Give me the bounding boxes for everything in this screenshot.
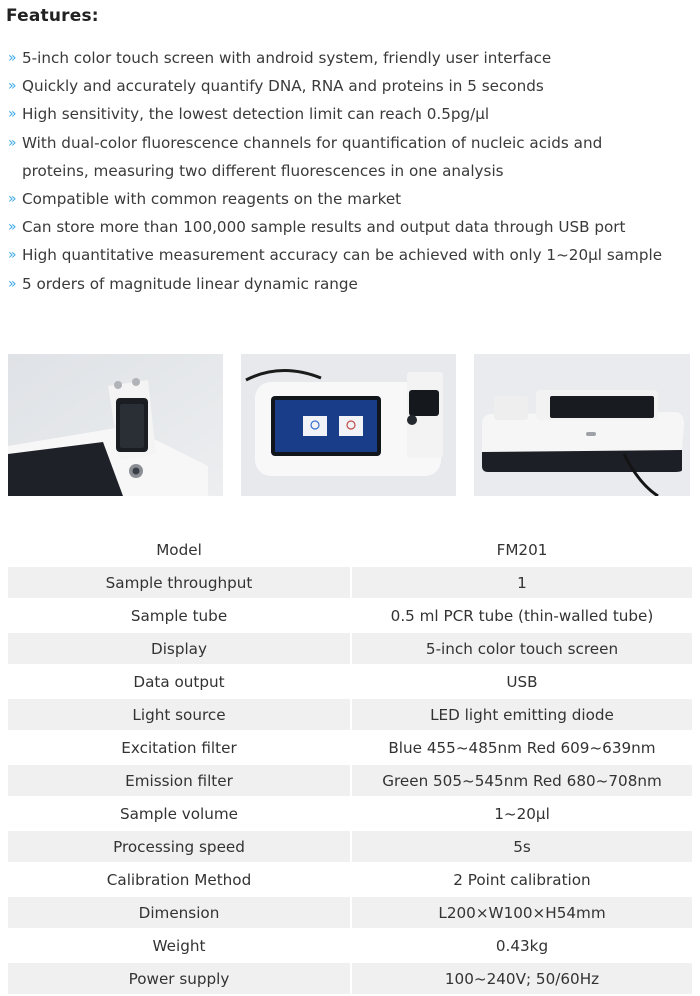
bullet-chevron-icon: » <box>8 275 17 292</box>
feature-text: High quantitative measurement accuracy can be achieved with only 1~20μl sample <box>22 246 663 265</box>
table-row <box>8 665 692 698</box>
feature-item <box>8 72 698 100</box>
feature-text: 5 orders of magnitude linear dynamic range <box>22 274 358 293</box>
spec-label: Excitation filter <box>8 731 351 764</box>
table-row <box>8 962 692 995</box>
feature-text: High sensitivity, the lowest detection limit can reach 0.5pg/μl <box>22 105 490 124</box>
features-heading: Features: <box>6 6 99 26</box>
device-closeup-illustration <box>8 354 223 496</box>
table-row <box>8 566 692 599</box>
bullet-chevron-icon: » <box>8 191 17 208</box>
device-rear-photo <box>474 354 690 496</box>
feature-item <box>8 241 698 269</box>
spec-table <box>8 534 692 996</box>
table-header-row <box>8 534 692 566</box>
device-front-photo <box>241 354 456 496</box>
device-rear-illustration <box>474 354 690 496</box>
table-row <box>8 599 692 632</box>
feature-text: Quickly and accurately quantify DNA, RNA and proteins in 5 seconds <box>22 77 544 96</box>
table-row <box>8 698 692 731</box>
spec-value: L200×W100×H54mm <box>351 896 692 929</box>
table-row <box>8 797 692 830</box>
feature-text-continuation: proteins, measuring two different fluorescences in one analysis <box>22 161 504 180</box>
spec-label: Sample throughput <box>8 566 351 599</box>
spec-value: 0.43kg <box>351 929 692 962</box>
spec-value: 0.5 ml PCR tube (thin-walled tube) <box>351 599 692 632</box>
device-front-illustration <box>241 354 456 496</box>
spec-label: Calibration Method <box>8 863 351 896</box>
spec-label: Sample tube <box>8 599 351 632</box>
spec-label: Power supply <box>8 962 351 995</box>
spec-value: 5-inch color touch screen <box>351 632 692 665</box>
feature-item <box>8 129 698 157</box>
spec-label: Data output <box>8 665 351 698</box>
bullet-chevron-icon: » <box>8 78 17 95</box>
bullet-chevron-icon: » <box>8 134 17 151</box>
bullet-chevron-icon: » <box>8 247 17 264</box>
table-row <box>8 731 692 764</box>
device-closeup-photo <box>8 354 223 496</box>
spec-value: 1~20μl <box>351 797 692 830</box>
feature-text: 5-inch color touch screen with android system, friendly user interface <box>22 49 552 67</box>
table-row <box>8 896 692 929</box>
table-header-label: Model <box>8 534 351 566</box>
spec-value: Green 505~545nm Red 680~708nm <box>351 764 692 797</box>
spec-value: 5s <box>351 830 692 863</box>
feature-text: With dual-color fluorescence channels for quantification of nucleic acids and <box>22 133 603 152</box>
features-list <box>8 44 698 298</box>
spec-value: Blue 455~485nm Red 609~639nm <box>351 731 692 764</box>
table-header-value: FM201 <box>351 534 692 566</box>
bullet-chevron-icon: » <box>8 50 17 66</box>
table-row <box>8 929 692 962</box>
feature-item <box>8 44 698 72</box>
spec-label: Light source <box>8 698 351 731</box>
feature-text: Compatible with common reagents on the market <box>22 190 402 209</box>
table-row <box>8 830 692 863</box>
spec-value: USB <box>351 665 692 698</box>
bullet-chevron-icon: » <box>8 106 17 123</box>
spec-value: 1 <box>351 566 692 599</box>
feature-item <box>8 100 698 128</box>
spec-label: Display <box>8 632 351 665</box>
spec-value: 100~240V; 50/60Hz <box>351 962 692 995</box>
spec-label: Dimension <box>8 896 351 929</box>
spec-label: Emission filter <box>8 764 351 797</box>
feature-item <box>8 185 698 213</box>
table-row <box>8 632 692 665</box>
table-row <box>8 863 692 896</box>
spec-value: 2 Point calibration <box>351 863 692 896</box>
table-row <box>8 764 692 797</box>
spec-value: LED light emitting diode <box>351 698 692 731</box>
feature-text: Can store more than 100,000 sample results and output data through USB port <box>22 218 626 237</box>
bullet-chevron-icon: » <box>8 219 17 236</box>
spec-label: Processing speed <box>8 830 351 863</box>
spec-label: Weight <box>8 929 351 962</box>
feature-item <box>8 270 698 298</box>
feature-item <box>8 213 698 241</box>
spec-label: Sample volume <box>8 797 351 830</box>
